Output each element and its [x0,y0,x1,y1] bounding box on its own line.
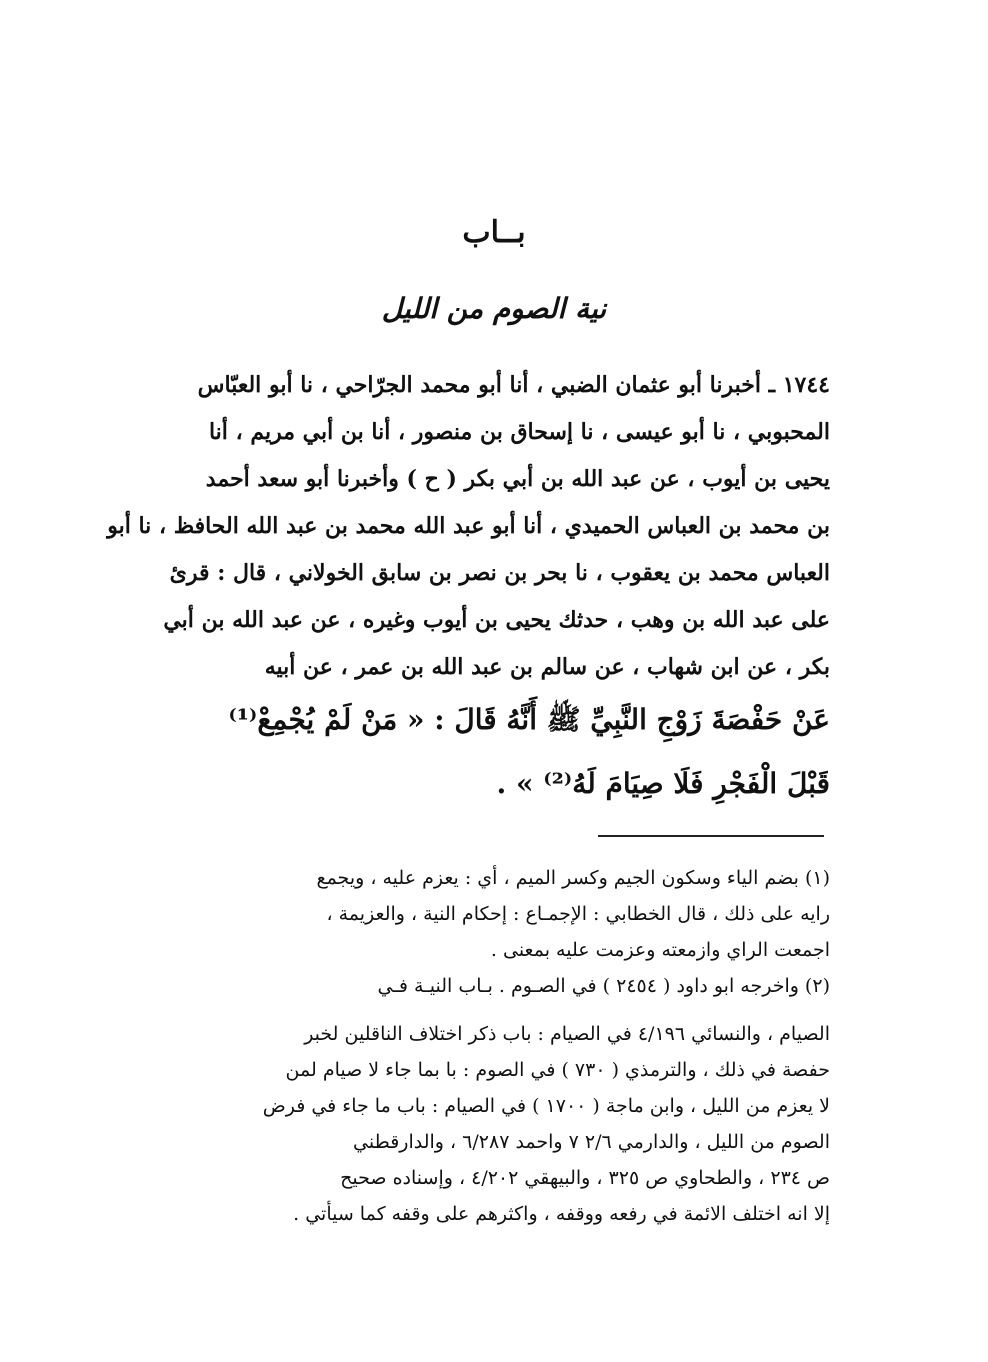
chapter-title: بــاب [462,215,526,250]
isnad-line: ١٧٤٤ ـ أخبرنا أبو عثمان الضبي ، أنا أبو محمد الجرّاحي ، نا أبو العبّاس [197,372,830,398]
isnad-line: العباس محمد بن يعقوب ، نا بحر بن نصر بن سابق الخولاني ، قال : قرئ [169,560,830,586]
isnad-line: يحيى بن أيوب ، عن عبد الله بن أبي بكر ( ح ) وأخبرنا أبو سعد أحمد [205,466,830,492]
footnote-2-line: لا يعزم من الليل ، وابن ماجة ( ١٧٠٠ ) في الصيام : باب ما جاء في فرض [262,1095,830,1117]
footnote-1-line: رايه على ذلك ، قال الخطابي : الإجمـاع : إحكام النية ، والعزيمة ، [326,903,830,925]
isnad-line: المحبوبي ، نا أبو عيسى ، نا إسحاق بن منصور ، أنا بن أبي مريم ، أنا [208,419,830,445]
section-title: نية الصوم من الليل [381,292,607,325]
footnote-spacer [180,1004,830,1016]
footnote-2-line: حفصة في ذلك ، والترمذي ( ٧٣٠ ) في الصوم : با بما جاء لا صيام لمن [285,1059,830,1081]
footnote-2-line: إلا انه اختلف الائمة في رفعه ووقفه ، واكثرهم على وقفه كما سيأتي . [293,1203,830,1225]
footnotes [180,860,830,1232]
footnote-divider [598,835,824,837]
footnote-1-line: (١) بضم الياء وسكون الجيم وكسر الميم ، أي : يعزم عليه ، ويجمع [316,867,830,889]
footnote-2-line: (٢) واخرجه ابو داود ( ٢٤٥٤ ) في الصـوم . بـاب النيـة فـي [377,975,830,997]
hadith-line: قَبْلَ الْفَجْرِ فَلَا صِيَامَ لَهُ⁽²⁾ » . [496,767,830,800]
footnote-1-line: اجمعت الراي وازمعته وعزمت عليه بمعنى . [490,939,830,961]
footnote-2-line: الصوم من الليل ، والدارمي ٢/٦ ٧ واحمد ٦/٢٨٧ ، والدارقطني [353,1131,830,1153]
footnote-2-line: الصيام ، والنسائي ٤/١٩٦ في الصيام : باب ذكر اختلاف الناقلين لخبر [304,1023,830,1045]
isnad-line: على عبد الله بن وهب ، حدثك يحيى بن أيوب وغيره ، عن عبد الله بن أبي [163,607,830,633]
isnad-paragraph [107,362,830,691]
footnote-2-line: ص ٢٣٤ ، والطحاوي ص ٣٢٥ ، والبيهقي ٤/٢٠٢ ، وإسناده صحيح [340,1167,830,1189]
isnad-line: بكر ، عن ابن شهاب ، عن سالم بن عبد الله بن عمر ، عن أبيه [264,654,830,680]
isnad-line: بن محمد بن العباس الحميدي ، أنا أبو عبد الله محمد بن عبد الله الحافظ ، نا أبو [107,513,830,539]
hadith-text [180,688,830,816]
hadith-line: عَنْ حَفْصَةَ زَوْجِ النَّبِيِّ ﷺ أَنَّهُ قَالَ : « مَنْ لَمْ يُجْمِعْ⁽¹⁾ [228,703,830,736]
